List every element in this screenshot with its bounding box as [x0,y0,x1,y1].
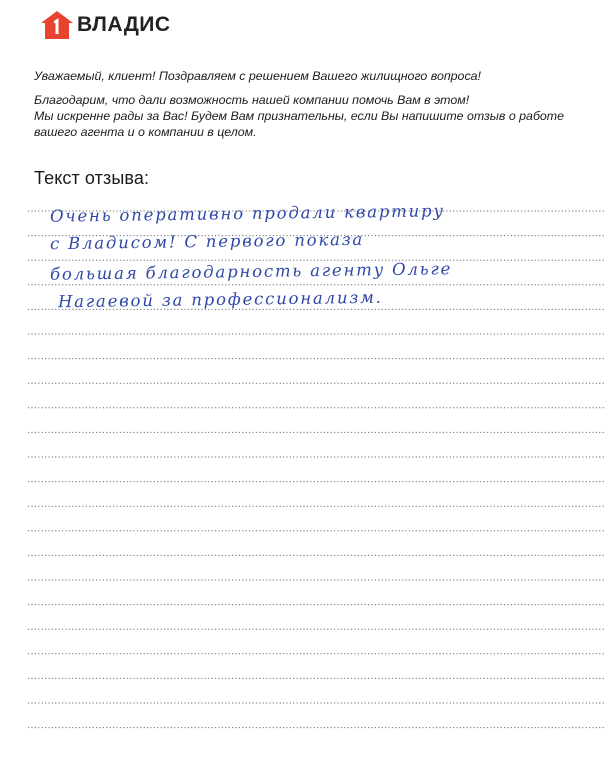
handwritten-line: с Владисом! С первого показа [49,229,365,254]
handwritten-line: большая благодарность агенту Ольге [49,259,453,284]
handwritten-line: Очень оперативно продали квартиру [49,201,445,226]
thanks-line-1: Благодарим, что дали возможность нашей компании помочь Вам в этом! [34,93,470,107]
thanks-line-3: вашего агента и о компании в целом. [34,125,257,139]
handwritten-line: Нагаевой за профессионализм. [57,287,383,312]
logo-text: ВЛАДИС [77,13,171,36]
thanks-line-2: Мы искренне рады за Вас! Будем Вам признательны, если Вы напишите отзыв о работе [34,109,565,123]
greeting: Уважаемый, клиент! Поздравляем с решением Вашего жилищного вопроса! [34,69,481,83]
review-title: Текст отзыва: [34,168,150,188]
